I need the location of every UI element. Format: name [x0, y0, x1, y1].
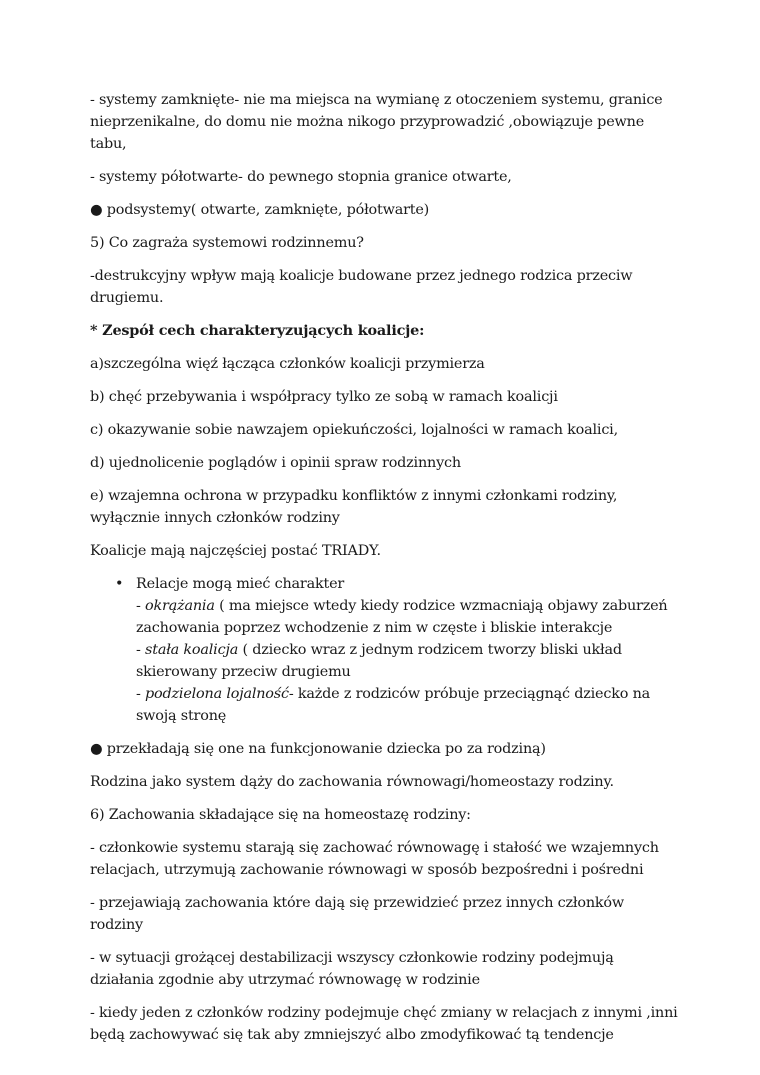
- paragraph-closed-systems: - systemy zamknięte- nie ma miejsca na wymianę z otoczeniem systemu, granice nieprzenikalne, do domu nie można nikogo przyprowadzić ,obowiązuje pewne tabu,: [90, 92, 663, 152]
- term-divided-loyalty: podzielona lojalność: [145, 686, 289, 702]
- dash-marker: -: [136, 598, 146, 614]
- paragraph-triads: Koalicje mają najczęściej postać TRIADY.: [90, 543, 381, 559]
- paragraph-subsystems: ● podsystemy( otwarte, zamknięte, półotwarte): [90, 202, 430, 218]
- bullet-icon: •: [115, 576, 124, 592]
- relation-stable-coalition: [136, 639, 680, 683]
- paragraph-balance: - członkowie systemu starają się zachować równowagę i stałość we wzajemnych relacjach, utrzymują zachowanie równowagi w sposób bezpośredni i pośredni: [90, 840, 659, 878]
- heading-coalition-features: * Zespół cech charakteryzujących koalicje:: [90, 322, 425, 339]
- list-item-c: c) okazywanie sobie nawzajem opiekuńczości, lojalności w ramach koalici,: [90, 422, 618, 438]
- relation-divided-loyalty: [136, 683, 680, 727]
- list-item-e: e) wzajemna ochrona w przypadku konfliktów z innymi członkami rodziny, wyłącznie innych członków rodziny: [90, 488, 618, 526]
- term-stable-coalition: stała koalicja: [145, 642, 239, 658]
- heading-question-6: 6) Zachowania składające się na homeostazę rodziny:: [90, 807, 471, 823]
- relations-bullet-item: [90, 573, 680, 727]
- paragraph-destabilization: - w sytuacji grożącej destabilizacji wszyscy członkowie rodziny podejmują działania zgodnie aby utrzymać równowagę w rodzinie: [90, 950, 614, 988]
- dash-marker: -: [136, 686, 146, 702]
- text-stable-coalition: ( dziecko wraz z jednym rodzicem tworzy bliski układ skierowany przeciw drugiemu: [136, 642, 622, 680]
- paragraph-change-attempt: - kiedy jeden z członków rodziny podejmuje chęć zmiany w relacjach z innymi ,inni będą zachowywać się tak aby zmniejszyć albo zmodyfikować tą tendencje: [90, 1005, 678, 1043]
- paragraph-predictable: - przejawiają zachowania które dają się przewidzieć przez innych członków rodziny: [90, 895, 624, 933]
- relations-bullet-list: [90, 573, 680, 727]
- paragraph-destructive-influence: -destrukcyjny wpływ mają koalicje budowane przez jednego rodzica przeciw drugiemu.: [90, 268, 633, 306]
- dash-marker: -: [136, 642, 146, 658]
- relation-encircling: [136, 595, 680, 639]
- list-item-d: d) ujednolicenie poglądów i opinii spraw rodzinnych: [90, 455, 461, 471]
- text-encircling: ( ma miejsce wtedy kiedy rodzice wzmacniają objawy zaburzeń zachowania poprzez wchodzenie z nim w częste i bliskie interakcje: [136, 598, 668, 636]
- paragraph-semi-open-systems: - systemy półotwarte- do pewnego stopnia granice otwarte,: [90, 169, 512, 185]
- term-encircling: okrążania: [145, 598, 215, 614]
- paragraph-homeostasis: Rodzina jako system dąży do zachowania równowagi/homeostazy rodziny.: [90, 774, 614, 790]
- relations-heading: Relacje mogą mieć charakter: [136, 576, 345, 592]
- list-item-a: a)szczególna więź łącząca członków koalicji przymierza: [90, 356, 485, 372]
- text-divided-loyalty: - każde z rodziców próbuje przeciągnąć dziecko na swoją stronę: [136, 686, 651, 724]
- list-item-b: b) chęć przebywania i współpracy tylko ze sobą w ramach koalicji: [90, 389, 558, 405]
- heading-question-5: 5) Co zagraża systemowi rodzinnemu?: [90, 235, 364, 251]
- paragraph-child-functioning: ● przekładają się one na funkcjonowanie dziecka po za rodziną): [90, 741, 546, 757]
